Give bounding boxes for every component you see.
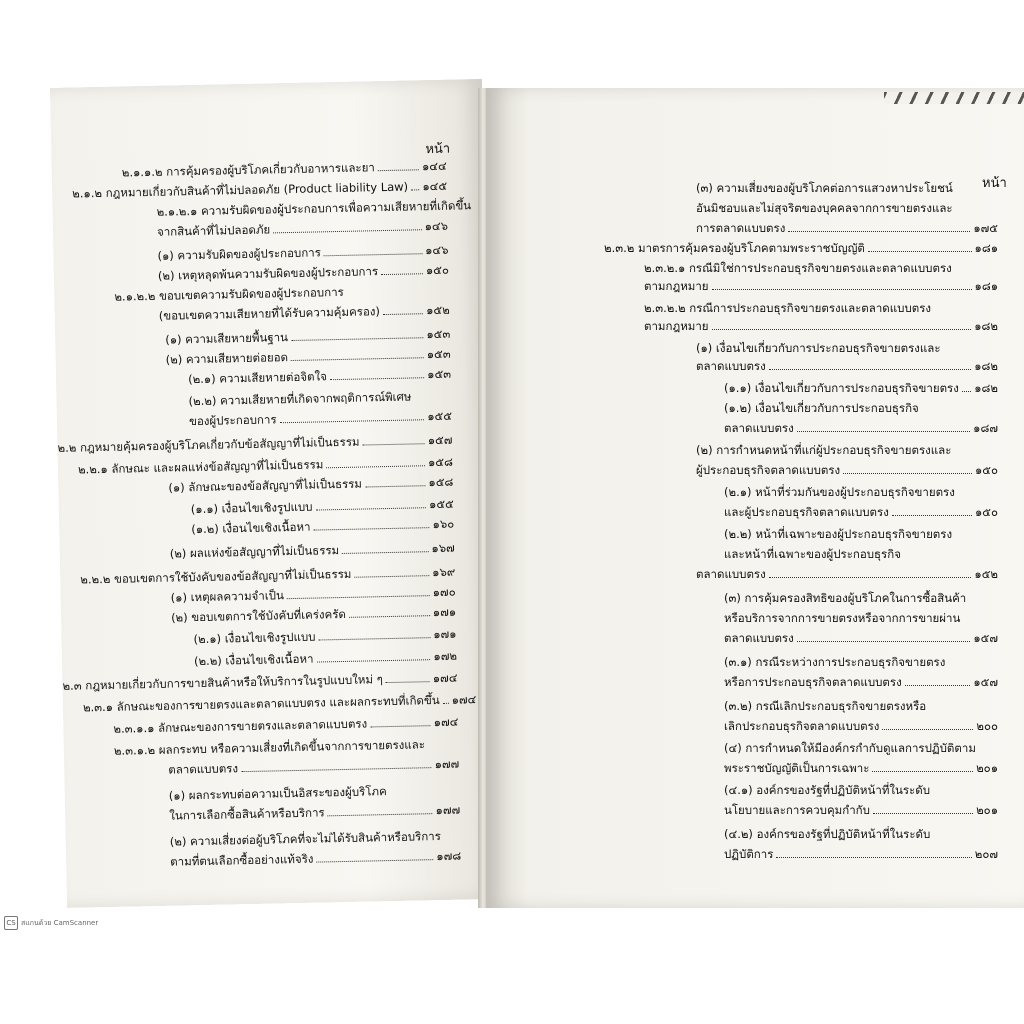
right-toc-leader-dots (769, 577, 972, 578)
left-toc-page-number: ๑๗๐ (432, 584, 456, 600)
left-toc-page-number: ๑๗๔ (432, 670, 458, 686)
right-toc-entry (724, 420, 998, 436)
left-toc-entry-text: ๒.๓.๑ ลักษณะของการขายตรงและตลาดแบบตรง และผลกระทบที่เกิดขึ้น (82, 692, 440, 715)
left-page (50, 79, 499, 908)
right-toc-entry-text: หรือการประกอบธุรกิจตลาดแบบตรง (724, 675, 902, 689)
right-toc-page-number: ๑๕๗ (973, 675, 998, 689)
right-toc-entry (696, 180, 953, 196)
left-toc-entry (168, 756, 459, 778)
left-toc-page-number: ๑๕๒ (425, 302, 450, 318)
left-toc-page-number: ๑๕๘ (427, 454, 454, 470)
right-toc-entry-text: (๒) การกำหนดหน้าที่แก่ผู้ประกอบธุรกิจขายตรงและ (696, 443, 952, 457)
left-toc-leader-dots (317, 659, 431, 662)
right-toc-entry (724, 654, 945, 670)
right-toc-page-number: ๒๐๐ (976, 719, 998, 733)
right-toc-entry (696, 220, 998, 236)
right-toc-entry (644, 260, 952, 276)
left-toc-leader-dots (316, 507, 427, 510)
right-toc-entry-text: ผู้ประกอบธุรกิจตลาดแบบตรง (696, 463, 841, 477)
right-toc-entry-text: ตลาดแบบตรง (696, 359, 766, 373)
left-toc-entry-text: (๒) ความเสี่ยงต่อผู้บริโภคที่จะไม่ได้รับสินค้าหรือบริการ (169, 828, 442, 849)
right-toc-entry (604, 240, 998, 256)
right-toc-entry (724, 782, 930, 798)
left-toc-leader-dots (326, 465, 425, 468)
left-toc-entry (166, 346, 451, 368)
left-toc-page-number: ๑๕๓ (426, 326, 451, 342)
left-toc-entry (122, 158, 447, 181)
right-toc-entry (696, 442, 951, 458)
right-toc-entry (724, 718, 998, 734)
left-toc-entry-text: (๑) ความรับผิดของผู้ประกอบการ (157, 245, 321, 263)
right-toc-entry-text: (๔.๒) องค์กรของรัฐที่ปฏิบัติหน้าที่ในระดับ (724, 827, 931, 841)
left-toc-entry (191, 516, 454, 538)
right-toc-page-number: ๑๗๕ (973, 221, 998, 235)
right-toc-entry-text: ตลาดแบบตรง (724, 631, 794, 645)
left-toc-entry-text: ๒.๑.๑.๒ การคุ้มครองผู้บริโภคเกี่ยวกับอาหารและยา (121, 160, 375, 180)
right-toc-entry (724, 740, 976, 756)
left-toc-leader-dots (319, 637, 431, 640)
right-toc-entry (696, 462, 998, 478)
left-toc-leader-dots (291, 357, 424, 361)
right-toc-entry (724, 484, 955, 500)
open-book (50, 88, 1024, 908)
left-toc-entry-text: ในการเลือกซื้อสินค้าหรือบริการ (169, 805, 325, 823)
left-toc-page-number: ๑๕๓ (427, 366, 452, 382)
left-page-header: หน้า (425, 141, 451, 158)
right-toc-leader-dots (712, 289, 972, 290)
left-toc-entry-text: (๒.๑) เงื่อนไขเชิงรูปแบบ (193, 629, 316, 647)
right-toc-entry (696, 200, 953, 216)
right-toc-entry-text: เลิกประกอบธุรกิจตลาดแบบตรง (724, 719, 880, 733)
left-toc-page-number: ๑๗๔ (433, 714, 459, 730)
left-toc-entry (156, 197, 471, 220)
right-toc-entry-text: (๓) การคุ้มครองสิทธิของผู้บริโภคในการซื้อสินค้า (724, 591, 967, 605)
right-toc-entry (724, 630, 998, 646)
left-toc-leader-dots (383, 313, 423, 315)
right-toc-entry-text: (๒.๑) หน้าที่ร่วมกันของผู้ประกอบธุรกิจขายตรง (724, 485, 955, 499)
left-toc-leader-dots (363, 443, 425, 445)
right-toc-entry (724, 526, 952, 542)
left-toc-page-number: ๑๖๙ (432, 564, 456, 580)
left-toc-leader-dots (349, 615, 430, 618)
left-toc-leader-dots (287, 595, 430, 599)
left-toc-page-number: ๑๗๗ (435, 802, 461, 818)
left-toc-entry-text: ของผู้ประกอบการ (188, 412, 277, 429)
left-toc-entry-text: (๒) เหตุหลุดพ้นความรับผิดของผู้ประกอบการ (157, 264, 379, 283)
left-toc-page-number: ๑๔๖ (424, 218, 449, 234)
right-toc-leader-dots (962, 391, 971, 392)
left-toc-entry (158, 262, 449, 284)
left-toc-leader-dots (316, 859, 433, 862)
left-toc-entry (165, 326, 450, 348)
right-toc-entry-text: ตามกฎหมาย (644, 319, 709, 333)
right-toc-entry (724, 698, 926, 714)
left-toc-entry-text: ตามที่ตนเลือกซื้ออย่างแท้จริง (170, 851, 314, 869)
left-toc-entry-text: (๑) ผลกระทบต่อความเป็นอิสระของผู้บริโภค (168, 784, 387, 803)
left-toc-entry-text: ๒.๑.๒ กฎหมายเกี่ยวกับสินค้าที่ไม่ปลอดภัย (Product liability Law) (72, 179, 409, 201)
right-toc-page-number: ๑๕๒ (974, 567, 998, 581)
left-toc-entry (171, 584, 456, 606)
left-toc-entry-text: (๒.๑) ความเสียหายต่อจิตใจ (187, 369, 328, 387)
right-toc-entry (696, 340, 941, 356)
right-toc-entry-text: (๒.๒) หน้าที่เฉพาะของผู้ประกอบธุรกิจขายตรง (724, 527, 953, 541)
right-toc-entry (724, 826, 930, 842)
left-toc-entry-text: (๒.๒) เงื่อนไขเชิงเนื้อหา (193, 651, 314, 669)
right-toc-entry-text: พระราชบัญญัติเป็นการเฉพาะ (724, 761, 870, 775)
left-toc-page-number: ๑๔๔ (421, 158, 447, 174)
left-toc-page-number: ๑๖๗ (431, 540, 455, 556)
right-toc-leader-dots (872, 771, 973, 772)
right-toc-entry-text: (๓.๑) กรณีระหว่างการประกอบธุรกิจขายตรง (724, 655, 946, 669)
right-toc-leader-dots (712, 329, 972, 330)
right-toc-page-number: ๑๘๒ (974, 319, 998, 333)
right-toc-entry (724, 674, 998, 690)
left-toc-entry (194, 648, 457, 670)
left-toc-leader-dots (324, 253, 422, 256)
left-toc-entry (193, 626, 456, 648)
left-toc-entry-text: ๒.๒ กฎหมายคุ้มครองผู้บริโภคเกี่ยวกับข้อสัญญาที่ไม่เป็นธรรม (57, 434, 360, 455)
left-toc-entry (170, 828, 441, 850)
right-toc-entry-text: ๒.๓.๒.๑ กรณีมิใช่การประกอบธุรกิจขายตรงและตลาดแบบตรง (644, 261, 952, 275)
left-toc-page-number: ๑๕๓ (426, 346, 451, 362)
right-toc-page-number: ๑๘๗ (973, 421, 998, 435)
left-toc-entry-text: (๒) ผลแห่งข้อสัญญาที่ไม่เป็นธรรม (169, 543, 340, 561)
left-toc-entry (82, 692, 477, 716)
left-toc-leader-dots (365, 485, 426, 487)
left-toc-entry (188, 366, 451, 388)
left-toc-leader-dots (386, 681, 430, 683)
right-toc-entry (696, 566, 998, 582)
page-edge-decoration (884, 92, 1024, 104)
left-toc-entry (189, 408, 452, 430)
left-toc-entry-text: ตลาดแบบตรง (168, 761, 239, 777)
right-toc-entry-text: และผู้ประกอบธุรกิจตลาดแบบตรง (724, 505, 889, 519)
left-toc-entry (170, 540, 455, 562)
left-toc-entry-text: จากสินค้าที่ไม่ปลอดภัย (156, 222, 271, 239)
left-toc-leader-dots (381, 273, 423, 275)
left-toc-page-number: ๑๕๐ (425, 262, 450, 278)
left-toc-page-number: ๑๕๗ (427, 432, 453, 448)
left-toc-entry (169, 783, 387, 804)
right-toc-entry (644, 300, 931, 316)
right-toc-entry (644, 318, 998, 334)
left-toc-entry-text: (๒.๒) ความเสียหายที่เกิดจากพฤติการณ์พิเศษ (188, 389, 412, 409)
left-toc-entry (188, 389, 411, 410)
right-toc-leader-dots (797, 431, 970, 432)
right-toc-entry-text: หรือบริการจากการขายตรงหรือจากการขายผ่าน (724, 611, 961, 625)
right-page-header: หน้า (982, 176, 1007, 191)
right-toc-leader-dots (797, 641, 971, 642)
left-toc-entry (114, 284, 344, 305)
right-toc-entry-text: (๑.๒) เงื่อนไขเกี่ยวกับการประกอบธุรกิจ (724, 401, 919, 415)
left-toc-entry-text: (๒) ขอบเขตการใช้บังคับที่เคร่งครัด (170, 606, 347, 625)
right-toc-leader-dots (892, 515, 972, 516)
left-toc-leader-dots (443, 703, 449, 704)
right-toc-entry-text: (๔.๑) องค์กรของรัฐที่ปฏิบัติหน้าที่ในระดับ (724, 783, 930, 797)
left-toc-entry-text: ๒.๒.๑ ลักษณะ และผลแห่งข้อสัญญาที่ไม่เป็นธรรม (77, 457, 324, 477)
left-toc-leader-dots (328, 813, 433, 816)
right-toc-leader-dots (776, 857, 971, 858)
right-toc-entry-text: ปฏิบัติการ (724, 847, 774, 861)
left-toc-entry (170, 848, 461, 870)
right-page (486, 88, 1024, 908)
scanner-label: สแกนด้วย CamScanner (21, 918, 99, 927)
left-toc-page-number: ๑๗๔ (451, 692, 477, 707)
left-toc-leader-dots (354, 575, 429, 578)
right-toc-entry-text: (๑) เงื่อนไขเกี่ยวกับการประกอบธุรกิจขายตรงและ (696, 341, 941, 355)
right-toc-leader-dots (843, 473, 972, 474)
left-toc-entry-text: ๒.๓ กฎหมายเกี่ยวกับการขายสินค้าหรือให้บริการในรูปแบบใหม่ ๆ (62, 672, 383, 693)
left-toc-entry-text: (๑) ลักษณะของข้อสัญญาที่ไม่เป็นธรรม (168, 476, 363, 495)
left-toc-page-number: ๑๗๘ (436, 848, 462, 864)
right-toc-entry (724, 760, 998, 776)
left-toc-entry-text: ๒.๑.๒.๒ ขอบเขตความรับผิดของผู้ประกอบการ (114, 284, 344, 304)
left-toc-entry (159, 302, 450, 324)
left-toc-entry (114, 736, 425, 759)
right-toc-page-number: ๒๐๑ (976, 803, 998, 817)
left-toc-entry (62, 670, 457, 694)
camscanner-logo-icon: CS (4, 916, 18, 930)
right-toc-entry-text: ๒.๓.๒.๒ กรณีการประกอบธุรกิจขายตรงและตลาดแบบตรง (644, 301, 932, 315)
left-toc-entry-text: ๒.๓.๑.๑ ลักษณะของการขายตรงและตลาดแบบตรง (113, 716, 368, 736)
left-toc-page-number: ๑๕๘ (428, 474, 454, 490)
right-toc-page-number: ๒๐๗ (974, 847, 998, 861)
right-toc-entry-text: และหน้าที่เฉพาะของผู้ประกอบธุรกิจ (724, 547, 901, 561)
right-toc-page-number: ๑๕๗ (973, 631, 998, 645)
left-toc-entry-text: (๑) เหตุผลความจำเป็น (170, 588, 284, 605)
right-toc-entry-text: อันมิชอบและไม่สุจริตของบุคคลจากการขายตรงและ (696, 201, 953, 215)
left-toc-entry (191, 496, 454, 518)
left-toc-leader-dots (370, 725, 431, 727)
right-toc-page-number: ๑๘๒ (974, 381, 998, 395)
right-toc-entry-text: ๒.๓.๒ มาตรการคุ้มครองผู้บริโภคตามพระราชบัญญัติ (604, 241, 865, 255)
right-toc-entry (724, 400, 919, 416)
right-toc-entry-text: ตลาดแบบตรง (696, 567, 766, 581)
left-toc-page-number: ๑๔๕ (422, 178, 448, 194)
left-toc-entry (157, 218, 448, 240)
right-toc-entry-text: (๓.๒) กรณีเลิกประกอบธุรกิจขายตรงหรือ (724, 699, 927, 713)
right-toc-entry-text: (๓) ความเสี่ยงของผู้บริโภคต่อการแสวงหาประโยชน์ (696, 181, 953, 195)
right-toc-entry-text: นโยบายและการควบคุมกำกับ (724, 803, 870, 817)
right-toc-entry-text: การตลาดแบบตรง (696, 221, 786, 235)
right-toc-entry (724, 546, 901, 562)
left-toc-entry-text: (๒) ความเสียหายต่อยอด (165, 350, 289, 367)
right-toc-leader-dots (873, 813, 973, 814)
right-toc-page-number: ๑๕๐ (974, 505, 998, 519)
left-toc-leader-dots (280, 419, 425, 423)
right-toc-entry-text: (๔) การกำหนดให้มีองค์กรกำกับดูแลการปฏิบัติตาม (724, 741, 976, 755)
left-toc-entry-text: ๒.๒.๒ ขอบเขตการใช้บังคับของข้อสัญญาที่ไม่เป็นธรรม (80, 566, 352, 587)
left-toc-entry (113, 714, 458, 737)
left-toc-entry-text: (๑.๒) เงื่อนไขเชิงเนื้อหา (191, 519, 311, 537)
left-toc-entry (157, 242, 448, 264)
left-toc-page-number: ๑๗๑ (432, 604, 457, 620)
left-toc-page-number: ๑๗๗ (434, 756, 460, 772)
left-toc-entry-text: (๑) ความเสียหายพื้นฐาน (165, 330, 289, 347)
right-toc-entry (724, 610, 960, 626)
left-toc-entry-text: (๑.๑) เงื่อนไขเชิงรูปแบบ (190, 499, 313, 517)
right-toc-entry-text: (๑.๑) เงื่อนไขเกี่ยวกับการประกอบธุรกิจขายตรง (724, 381, 959, 395)
left-toc-entry (168, 474, 453, 496)
left-toc-page-number: ๑๕๕ (427, 408, 453, 424)
left-toc-page-number: ๑๗๑ (433, 626, 457, 642)
left-toc-leader-dots (378, 169, 419, 171)
left-toc-leader-dots (411, 189, 419, 190)
right-toc-entry (696, 358, 998, 374)
right-toc-page-number: ๒๐๑ (976, 761, 998, 775)
left-toc-page-number: ๑๕๕ (428, 496, 454, 512)
right-toc-leader-dots (882, 729, 973, 730)
right-toc-entry (724, 504, 998, 520)
left-toc-entry (171, 604, 456, 626)
left-toc-leader-dots (314, 527, 430, 530)
left-toc-leader-dots (342, 551, 428, 554)
right-toc-leader-dots (905, 685, 971, 686)
right-toc-page-number: ๑๕๐ (974, 463, 998, 477)
left-toc-leader-dots (273, 229, 421, 233)
left-toc-page-number: ๑๔๖ (425, 242, 449, 258)
left-toc-entry (169, 802, 460, 824)
left-toc-leader-dots (241, 767, 432, 772)
left-toc-leader-dots (291, 337, 423, 341)
right-toc-entry-text: ตลาดแบบตรง (724, 421, 794, 435)
right-toc-leader-dots (868, 251, 972, 252)
left-toc-entry (57, 432, 452, 456)
right-toc-entry (724, 846, 998, 862)
right-toc-entry (724, 590, 966, 606)
left-toc-entry-text: ๒.๓.๑.๒ ผลกระทบ หรือความเสี่ยงที่เกิดขึ้นจากการขายตรงและ (113, 737, 426, 758)
right-toc-leader-dots (769, 369, 972, 370)
left-toc-leader-dots (330, 377, 424, 380)
scanner-watermark (4, 916, 98, 930)
left-toc-entry-text: ๒.๑.๒.๑ ความรับผิดของผู้ประกอบการเพื่อความเสียหายที่เกิดขึ้น (156, 198, 472, 219)
right-toc-leader-dots (788, 231, 970, 232)
left-toc-entry-text: (ขอบเขตความเสียหายที่ได้รับความคุ้มครอง) (158, 304, 381, 323)
right-toc-entry-text: ตามกฎหมาย (644, 279, 709, 293)
right-toc-entry (644, 278, 998, 294)
right-toc-page-number: ๑๘๑ (974, 279, 998, 293)
right-toc-page-number: ๑๘๒ (974, 359, 998, 373)
right-toc-entry (724, 802, 998, 818)
left-toc-page-number: ๑๗๒ (433, 648, 458, 664)
left-toc-page-number: ๑๖๐ (432, 516, 455, 532)
right-toc-page-number: ๑๘๑ (974, 241, 998, 255)
right-toc-entry (724, 380, 998, 396)
